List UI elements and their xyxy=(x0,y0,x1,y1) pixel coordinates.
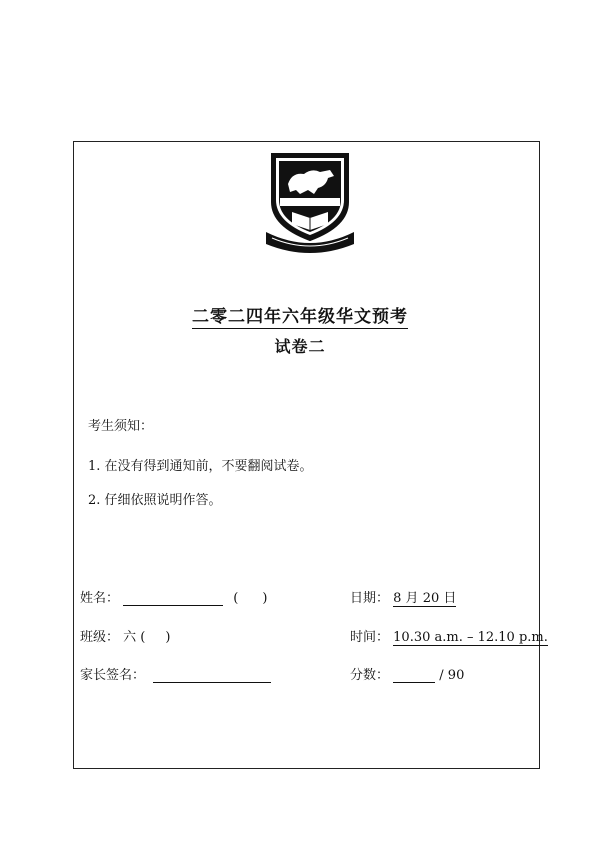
exam-title: 二零二四年六年级华文预考 xyxy=(192,307,408,327)
notice-item: 1. 在没有得到通知前，不要翻阅试卷。 xyxy=(88,459,313,474)
notice-item: 2. 仔细依照说明作答。 xyxy=(88,493,222,508)
notice-heading: 考生须知： xyxy=(88,419,154,434)
class-value: 六 ( xyxy=(123,630,146,645)
parent-signature-label: 家长签名： xyxy=(80,668,146,683)
time-value: 10.30 a.m. – 12.10 p.m. xyxy=(393,630,548,645)
school-crest-logo xyxy=(262,150,358,260)
exam-subtitle: 试卷二 xyxy=(274,337,326,356)
score-field[interactable] xyxy=(350,664,464,683)
date-value: 8 月 20 日 xyxy=(393,591,457,606)
date-label: 日期： xyxy=(350,591,390,606)
class-label: 班级： xyxy=(80,630,120,645)
parent-signature-field[interactable] xyxy=(80,664,271,683)
name-label: 姓名： xyxy=(80,591,120,606)
score-total: / 90 xyxy=(439,668,465,683)
date-field xyxy=(350,587,456,606)
name-field[interactable]: 姓名： ( ) xyxy=(80,591,268,606)
name-blank[interactable] xyxy=(123,605,223,606)
parent-signature-blank[interactable] xyxy=(153,682,271,683)
class-field[interactable]: 班级： 六 ( ) xyxy=(80,630,171,645)
score-blank[interactable] xyxy=(393,682,435,683)
score-label: 分数： xyxy=(350,668,390,683)
time-label: 时间： xyxy=(350,630,390,645)
time-field xyxy=(350,626,548,645)
